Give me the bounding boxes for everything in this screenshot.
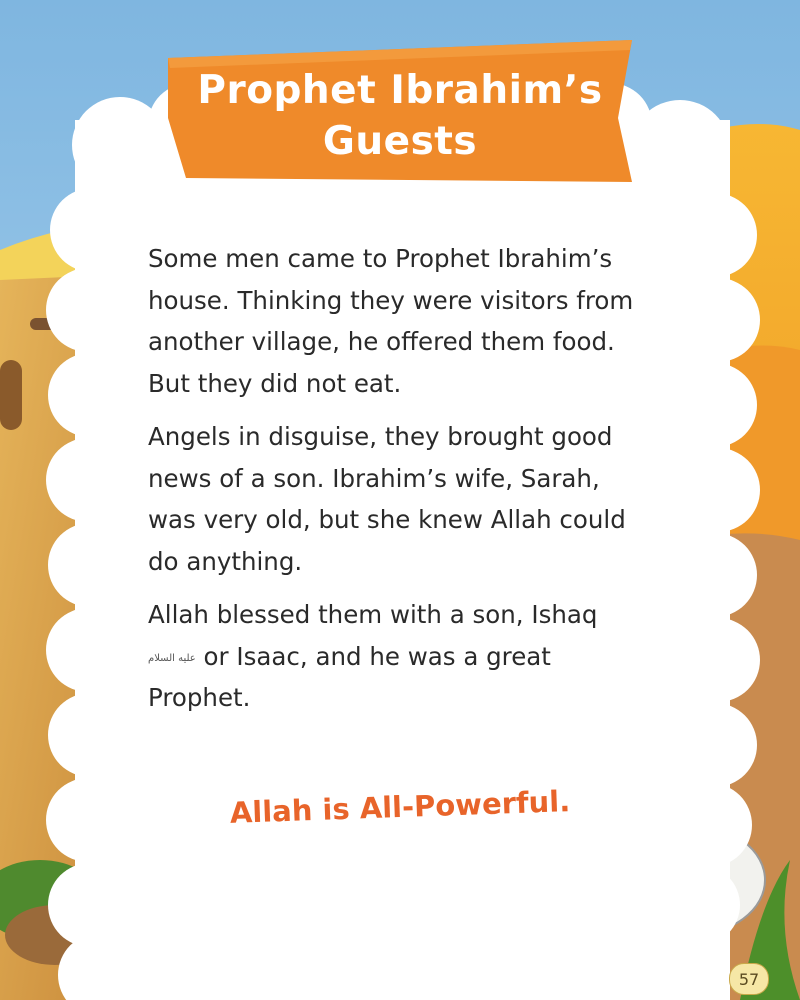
moral-text: Allah is All-Powerful. bbox=[229, 784, 571, 830]
page-title-line-2: Guests bbox=[322, 119, 478, 164]
paragraph-3 bbox=[148, 594, 648, 719]
paragraph-3-part-2: or Isaac, and he was a great Prophet. bbox=[148, 641, 551, 712]
story-text bbox=[148, 238, 648, 731]
page-number: 57 bbox=[729, 963, 769, 995]
honorific-symbol: عليه السلام bbox=[148, 652, 196, 664]
page-title-line-1: Prophet Ibrahim’s bbox=[197, 68, 603, 113]
paragraph-3-part-1: Allah blessed them with a son, Ishaq bbox=[148, 600, 598, 629]
paragraph-2: Angels in disguise, they brought good news of a son. Ibrahim’s wife, Sarah, was very old, but she knew Allah could do anything. bbox=[148, 422, 626, 576]
paragraph-1: Some men came to Prophet Ibrahim’s house. Thinking they were visitors from another village, he offered them food. But they did not eat. bbox=[148, 244, 634, 398]
